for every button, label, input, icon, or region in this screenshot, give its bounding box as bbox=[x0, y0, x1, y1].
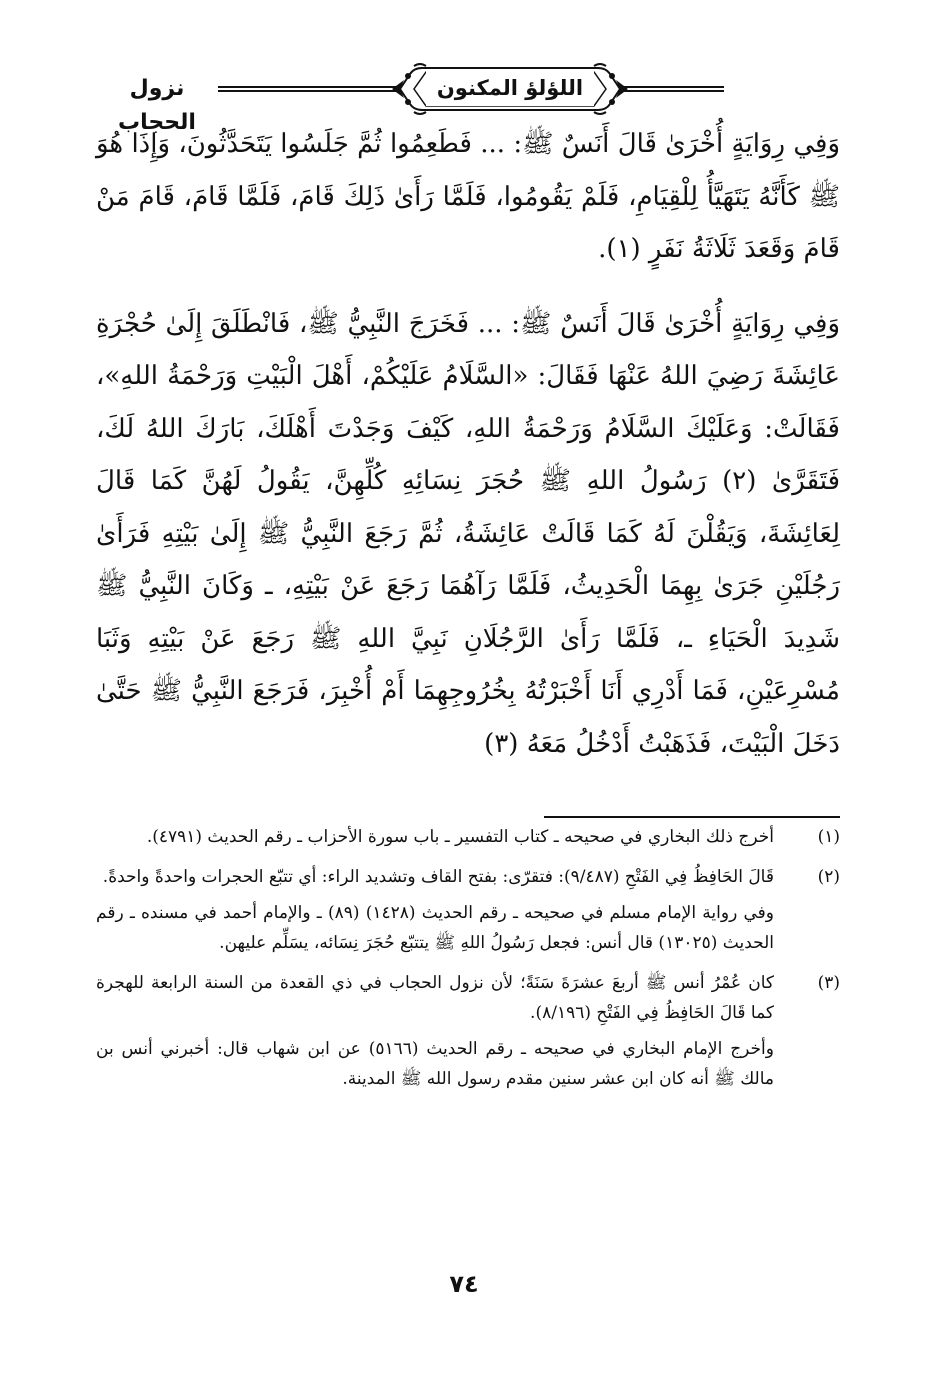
footnote-separator bbox=[544, 816, 840, 818]
main-text bbox=[96, 118, 840, 770]
footnote-number: (١) bbox=[817, 827, 840, 847]
page-number: ٧٤ bbox=[449, 1270, 479, 1298]
footnote-text: وفي رواية الإمام مسلم في صحيحه ـ رقم الحديث (١٤٢٨) (٨٩) ـ والإمام أحمد في مسنده ـ رقم الحديث (١٣٠٢٥) قال أنس: فجعل رَسُولُ اللهِ ﷺ يتتبّع حُجَرَ نِسَائه، يسَلِّم عليهن. bbox=[96, 903, 774, 953]
book-title: اللؤلؤ المكنون bbox=[426, 70, 594, 106]
header-rule bbox=[622, 86, 724, 92]
paragraph: وَفِي رِوَايَةٍ أُخْرَىٰ قَالَ أَنَسٌ ﷺ: ... فَخَرَجَ النَّبِيُّ ﷺ، فَانْطَلَقَ إِلَىٰ حُجْرَةِ عَائِشَةَ رَضِيَ اللهُ عَنْهَا فَقَالَ: «السَّلَامُ عَلَيْكُمْ، أَهْلَ الْبَيْتِ وَرَحْمَةُ اللهِ»، فَقَالَتْ: وَعَلَيْكَ السَّلَامُ وَرَحْمَةُ اللهِ، كَيْفَ وَجَدْتَ أَهْلَكَ، بَارَكَ اللهُ لَكَ، فَتَقَرَّىٰ (٢) رَسُولُ اللهِ ﷺ حُجَرَ نِسَائِهِ كُلِّهِنَّ، يَقُولُ لَهُنَّ كَمَا قَالَ لِعَائِشَةَ، وَيَقُلْنَ لَهُ كَمَا قَالَتْ عَائِشَةُ، ثُمَّ رَجَعَ النَّبِيُّ ﷺ إِلَىٰ بَيْتِهِ فَرَأَىٰ رَجُلَيْنِ جَرَىٰ بِهِمَا الْحَدِيثُ، فَلَمَّا رَآهُمَا رَجَعَ عَنْ بَيْتِهِ، ـ وَكَانَ النَّبِيُّ ﷺ شَدِيدَ الْحَيَاءِ ـ، فَلَمَّا رَأَىٰ الرَّجُلَانِ نَبِيَّ اللهِ ﷺ رَجَعَ عَنْ بَيْتِهِ وَثَبَا مُسْرِعَيْنِ، فَمَا أَدْرِي أَنَا أَخْبَرْتُهُ بِخُرُوجِهِمَا أَمْ أُخْبِرَ، فَرَجَعَ النَّبِيُّ ﷺ حَتَّىٰ دَخَلَ الْبَيْتَ، فَذَهَبْتُ أَدْخُلُ مَعَهُ (٣) bbox=[96, 308, 840, 759]
footnote-text: أخرج ذلك البخاري في صحيحه ـ كتاب التفسير ـ باب سورة الأحزاب ـ رقم الحديث (٤٧٩١). bbox=[146, 827, 774, 847]
footnote-text: قَالَ الحَافِظُ فِي الفَتْحِ (٩/٤٨٧): فتقرّى: بفتح القاف وتشديد الراء: أي تتبّع الحجرات واحدةً واحدةً. bbox=[102, 867, 774, 887]
footnote bbox=[96, 968, 840, 1094]
footnote bbox=[96, 862, 840, 958]
paragraph: وَفِي رِوَايَةٍ أُخْرَىٰ قَالَ أَنَسٌ ﷺ: ... فَطَعِمُوا ثُمَّ جَلَسُوا يَتَحَدَّثُونَ، وَإِذَا هُوَ ﷺ كَأَنَّهُ يَتَهَيَّأُ لِلْقِيَامِ، فَلَمْ يَقُومُوا، فَلَمَّا رَأَىٰ ذَلِكَ قَامَ، فَلَمَّا قَامَ، قَامَ مَنْ قَامَ وَقَعَدَ ثَلَاثَةُ نَفَرٍ (١). bbox=[96, 129, 840, 264]
footnotes bbox=[96, 822, 840, 1094]
footnote-number: (٣) bbox=[817, 973, 840, 993]
book-title-cartouche bbox=[392, 62, 628, 116]
footnote-text: كان عُمْرُ أنس ﷺ أربعَ عشرَةَ سَنَةً؛ لأن نزول الحجاب في ذي القعدة من السنة الرابعة للهجرة كما قَالَ الحَافِظُ فِي الفَتْحِ (٨/١٩٦). bbox=[96, 973, 774, 1023]
footnote bbox=[96, 822, 840, 852]
page-header bbox=[96, 58, 840, 135]
footnote-text: وأخرج الإمام البخاري في صحيحه ـ رقم الحديث (٥١٦٦) عن ابن شهاب قال: أخبرني أنس بن مالك ﷺ أنه كان ابن عشر سنين مقدم رسول الله ﷺ المدينة. bbox=[96, 1039, 774, 1089]
running-title: نزول الحجاب bbox=[96, 72, 218, 140]
footnote-number: (٢) bbox=[817, 867, 840, 887]
